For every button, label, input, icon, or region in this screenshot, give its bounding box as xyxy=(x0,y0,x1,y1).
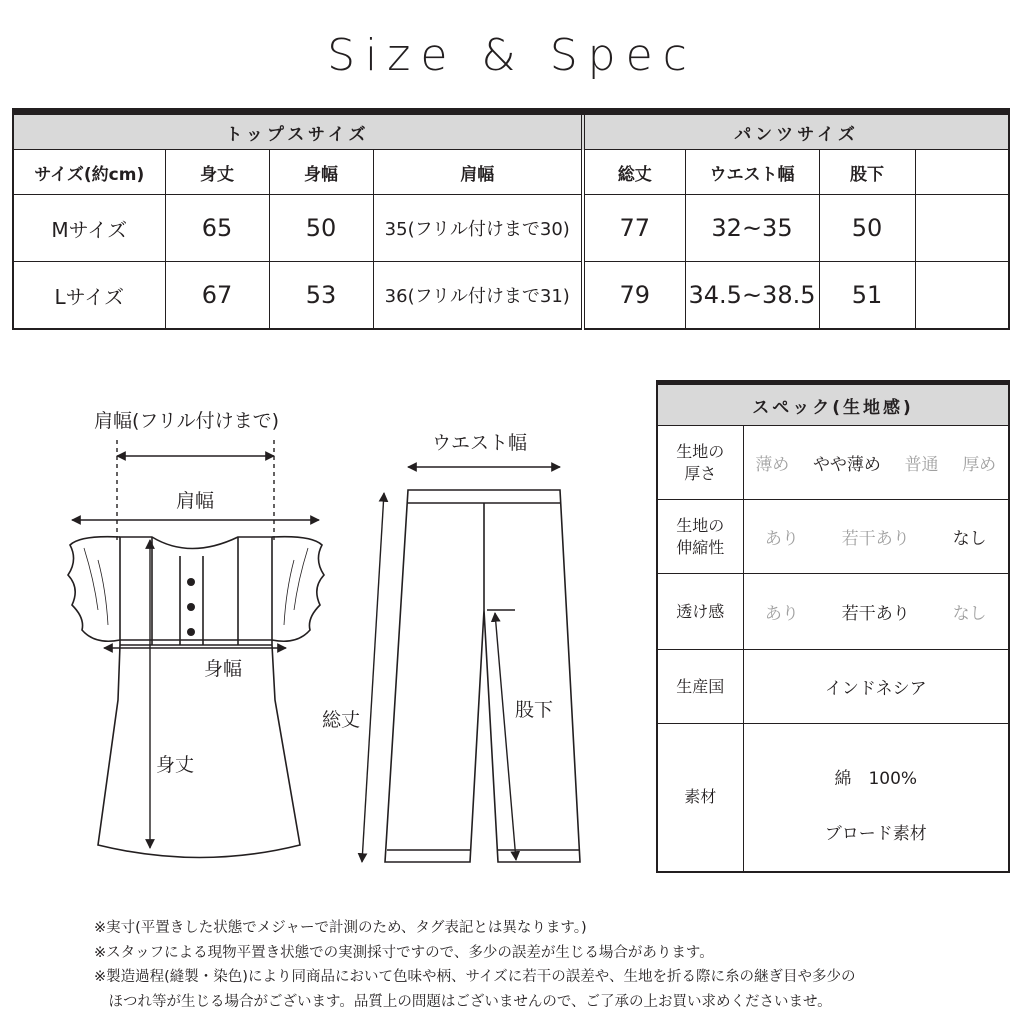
stretch-label: 生地の 伸縮性 xyxy=(657,500,743,574)
waist-label: ウエスト幅 xyxy=(432,432,528,454)
table-row xyxy=(13,195,1009,262)
mihaba-label: 身幅 xyxy=(204,658,243,680)
left-frill xyxy=(68,537,120,642)
sheer-option-selected: 若干あり xyxy=(841,604,910,624)
col-empty xyxy=(915,150,1009,195)
button-dot xyxy=(187,603,195,611)
katahaba-value: 36(フリル付けまで31) xyxy=(373,262,583,330)
stretch-option: 若干あり xyxy=(841,529,910,549)
col-size: サイズ(約cm) xyxy=(13,150,165,195)
stretch-option: あり xyxy=(764,529,799,549)
stretch-option-selected: なし xyxy=(952,529,987,549)
spec-table xyxy=(656,380,1010,873)
top-body-outline xyxy=(98,537,300,858)
empty-cell xyxy=(915,195,1009,262)
sheer-options xyxy=(743,574,1009,650)
note-line: ※製造過程(縫製・染色)により同商品において色味や柄、サイズに若干の誤差や、生地を折る際に糸の継ぎ目や多少の xyxy=(94,969,856,985)
pants-outline xyxy=(385,490,580,862)
katahaba-label: 肩幅 xyxy=(176,490,215,512)
mitake-label: 身丈 xyxy=(156,754,195,776)
note-line: ほつれ等が生じる場合がございます。品質上の問題はございませんので、ご了承の上お買い求めくださいませ。 xyxy=(94,993,832,1010)
mitake-value: 67 xyxy=(165,262,269,330)
sheer-option: あり xyxy=(764,604,799,624)
waist-value: 34.5~38.5 xyxy=(685,262,819,330)
origin-label: 生産国 xyxy=(657,650,743,724)
size-table xyxy=(12,108,1010,330)
waist-value: 32~35 xyxy=(685,195,819,262)
matashita-value: 50 xyxy=(819,195,915,262)
size-label: Mサイズ xyxy=(13,195,165,262)
col-mihaba: 身幅 xyxy=(269,150,373,195)
right-frill xyxy=(272,537,324,642)
spec-header: スペック(生地感) xyxy=(657,383,1009,426)
material-cell xyxy=(743,724,1009,872)
soutake-value: 79 xyxy=(583,262,685,330)
note-line: ※スタッフによる現物平置き状態での実測採寸ですので、多少の誤差が生じる場合があります。 xyxy=(94,944,714,961)
mihaba-value: 53 xyxy=(269,262,373,330)
origin-value: インドネシア xyxy=(743,650,1009,724)
col-mitake: 身丈 xyxy=(165,150,269,195)
page-title: Size & Spec xyxy=(327,30,697,81)
soutake-value: 77 xyxy=(583,195,685,262)
material-value: 綿 100% xyxy=(834,769,918,790)
matashita-value: 51 xyxy=(819,262,915,330)
thickness-option: 薄め xyxy=(755,455,790,475)
note-line: ※実寸(平置きした状態でメジャーで計測のため、タグ表記とは異なります。) xyxy=(94,920,587,936)
stretch-options xyxy=(743,500,1009,574)
matashita-label: 股下 xyxy=(515,699,554,721)
material-note: ブロード素材 xyxy=(824,824,927,845)
sheer-label: 透け感 xyxy=(657,574,743,650)
col-soutake: 総丈 xyxy=(583,150,685,195)
material-label: 素材 xyxy=(657,724,743,872)
thickness-options xyxy=(743,426,1009,500)
col-waist: ウエスト幅 xyxy=(685,150,819,195)
katahaba-frill-label: 肩幅(フリル付けまで) xyxy=(94,410,280,432)
mitake-value: 65 xyxy=(165,195,269,262)
thickness-option: 普通 xyxy=(904,455,939,475)
notes xyxy=(94,916,856,1014)
empty-cell xyxy=(915,262,1009,330)
sheer-option: なし xyxy=(952,604,987,624)
mihaba-value: 50 xyxy=(269,195,373,262)
thickness-option: 厚め xyxy=(962,455,997,475)
garment-diagram xyxy=(0,380,640,900)
pants-size-header: パンツサイズ xyxy=(583,112,1009,150)
thickness-label: 生地の 厚さ xyxy=(657,426,743,500)
col-katahaba: 肩幅 xyxy=(373,150,583,195)
soutake-label: 総丈 xyxy=(322,709,361,731)
thickness-option-selected: やや薄め xyxy=(812,455,881,475)
col-matashita: 股下 xyxy=(819,150,915,195)
size-label: Lサイズ xyxy=(13,262,165,330)
button-dot xyxy=(187,628,195,636)
button-dot xyxy=(187,578,195,586)
katahaba-value: 35(フリル付けまで30) xyxy=(373,195,583,262)
tops-size-header: トップスサイズ xyxy=(13,112,583,150)
table-row xyxy=(13,262,1009,330)
